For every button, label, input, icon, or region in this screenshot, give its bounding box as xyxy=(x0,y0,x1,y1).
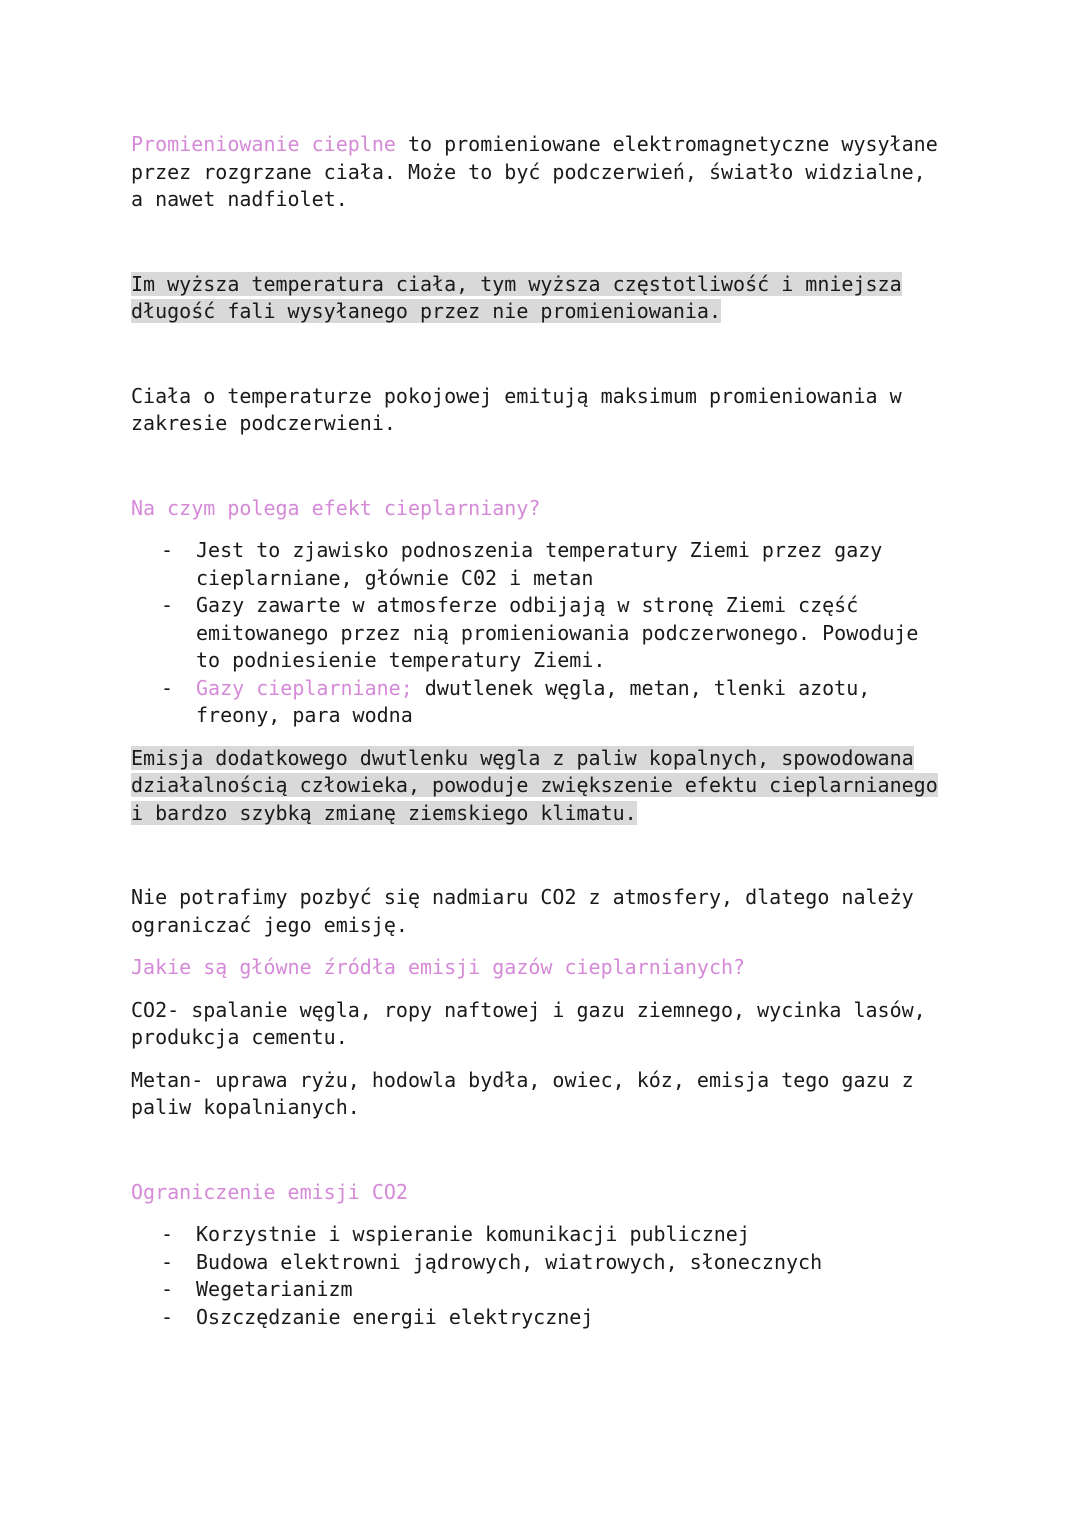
emission-paragraph xyxy=(131,745,946,828)
list-item: - Korzystnie i wspieranie komunikacji publicznej xyxy=(131,1221,946,1249)
room-temperature-paragraph: Ciała o temperaturze pokojowej emitują maksimum promieniowania w zakresie podczerwieni. xyxy=(131,383,902,435)
intro-definition: to promieniowane elektromagnetyczne wysyłane przez rozgrzane ciała. Może to być podczerwień, światło widzialne, a nawet nadfiolet. xyxy=(131,132,938,211)
gases-label: Gazy cieplarniane; xyxy=(196,675,413,700)
limits-list xyxy=(131,1221,946,1331)
list-item: - Oszczędzanie energii elektrycznej xyxy=(131,1304,946,1332)
spacer xyxy=(131,982,946,997)
spacer xyxy=(131,522,946,537)
list-item: - Jest to zjawisko podnoszenia temperatury Ziemi przez gazy cieplarniane, głównie C02 i metan xyxy=(131,537,946,592)
gases-list: dwutlenek węgla, metan, tlenki azotu, freony, para wodna xyxy=(196,675,871,727)
spacer xyxy=(131,827,946,884)
co2-removal-paragraph: Nie potrafimy pozbyć się nadmiaru CO2 z atmosfery, dlatego należy ograniczać jego emisję. xyxy=(131,885,914,937)
intro-paragraph xyxy=(131,131,946,214)
document-page xyxy=(131,131,946,1331)
list-item: - Wegetarianizm xyxy=(131,1276,946,1304)
list-item: - Budowa elektrowni jądrowych, wiatrowych, słonecznych xyxy=(131,1249,946,1277)
co2-sources-paragraph: CO2- spalanie węgla, ropy naftowej i gazu ziemnego, wycinka lasów, produkcja cementu. xyxy=(131,997,926,1049)
spacer xyxy=(131,1206,946,1221)
temperature-frequency-paragraph xyxy=(131,271,946,326)
greenhouse-heading: Na czym polega efekt cieplarniany? xyxy=(131,495,541,520)
greenhouse-list xyxy=(131,537,946,730)
intro-term: Promieniowanie cieplne xyxy=(131,132,396,156)
methane-sources-paragraph: Metan- uprawa ryżu, hodowla bydła, owiec, kóz, emisja tego gazu z paliw kopalnianych. xyxy=(131,1067,914,1119)
highlighted-text: Im wyższa temperatura ciała, tym wyższa częstotliwość i mniejsza długość fali wysyłanego przez nie promieniowania. xyxy=(131,271,902,323)
spacer xyxy=(131,326,946,383)
spacer xyxy=(131,730,946,745)
list-item: - Gazy zawarte w atmosferze odbijają w stronę Ziemi część emitowanego przez nią promieniowania podczerwonego. Powoduje to podniesienie temperatury Ziemi. xyxy=(131,592,946,675)
sources-heading: Jakie są główne źródła emisji gazów cieplarnianych? xyxy=(131,955,746,979)
spacer xyxy=(131,1122,946,1179)
highlighted-text: Emisja dodatkowego dwutlenku węgla z paliw kopalnych, spowodowana działalnością człowieka, powoduje zwiększenie efektu cieplarnianego i bardzo szybką zmianę ziemskiego klimatu. xyxy=(131,745,938,825)
list-item xyxy=(131,675,946,730)
spacer xyxy=(131,438,946,495)
limits-heading: Ograniczenie emisji CO2 xyxy=(131,1179,408,1204)
spacer xyxy=(131,939,946,954)
spacer xyxy=(131,1052,946,1067)
spacer xyxy=(131,214,946,271)
